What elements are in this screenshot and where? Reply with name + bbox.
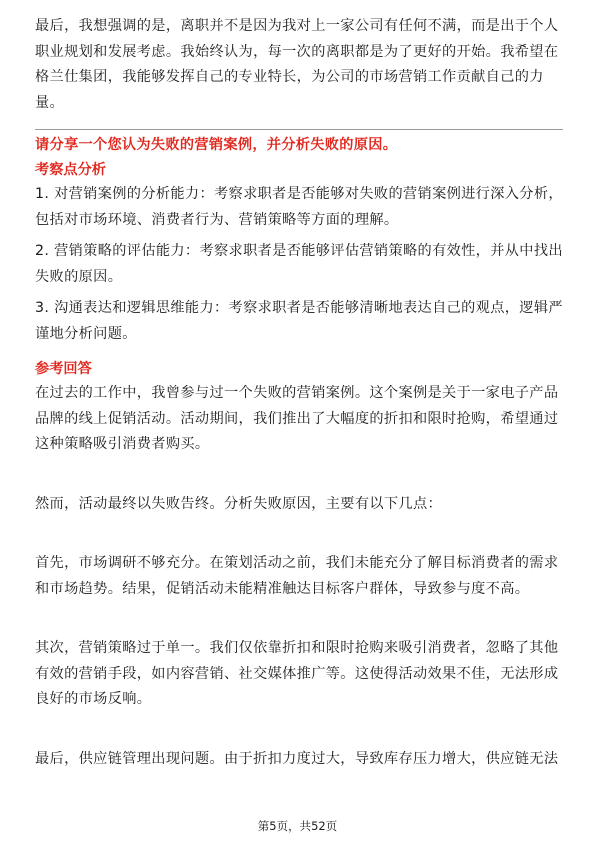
section-divider (35, 129, 563, 130)
page-footer: 第5页，共52页 (257, 819, 338, 833)
answer-paragraph: 其次，营销策略过于单一。我们仅依靠折扣和限时抢购来吸引消费者，忽略了其他有效的营销手段，如内容营销、社交媒体推广等。这使得活动效果不佳，无法形成良好的市场反响。 (35, 640, 559, 707)
answer-heading: 参考回答 (35, 361, 92, 377)
analysis-heading: 考察点分析 (35, 162, 106, 178)
answer-paragraph: 首先，市场调研不够充分。在策划活动之前，我们未能充分了解目标消费者的需求和市场趋势。结果，促销活动未能精准触达目标客户群体，导致参与度不高。 (35, 555, 559, 597)
document-page (35, 14, 563, 772)
intro-paragraph: 最后，我想强调的是，离职并不是因为我对上一家公司有任何不满，而是出于个人职业规划和发展考虑。我始终认为，每一次的离职都是为了更好的开始。我希望在格兰仕集团，我能够发挥自己的专业特长，为公司的市场营销工作贡献自己的力量。 (35, 18, 559, 111)
analysis-item: 1. 对营销案例的分析能力：考察求职者是否能够对失败的营销案例进行深入分析，包括对市场环境、消费者行为、营销策略等方面的理解。 (35, 186, 563, 228)
answer-paragraph: 在过去的工作中，我曾参与过一个失败的营销案例。这个案例是关于一家电子产品品牌的线上促销活动。活动期间，我们推出了大幅度的折扣和限时抢购，希望通过这种策略吸引消费者购买。 (35, 385, 559, 452)
interview-question: 请分享一个您认为失败的营销案例，并分析失败的原因。 (35, 137, 398, 153)
answer-paragraph: 然而，活动最终以失败告终。分析失败原因，主要有以下几点： (35, 495, 443, 512)
answer-paragraph: 最后，供应链管理出现问题。由于折扣力度过大，导致库存压力增大，供应链无法 (35, 750, 559, 767)
analysis-item: 2. 营销策略的评估能力：考察求职者是否能够评估营销策略的有效性，并从中找出失败的原因。 (35, 243, 563, 285)
analysis-item: 3. 沟通表达和逻辑思维能力：考察求职者是否能够清晰地表达自己的观点，逻辑严谨地分析问题。 (35, 300, 563, 342)
